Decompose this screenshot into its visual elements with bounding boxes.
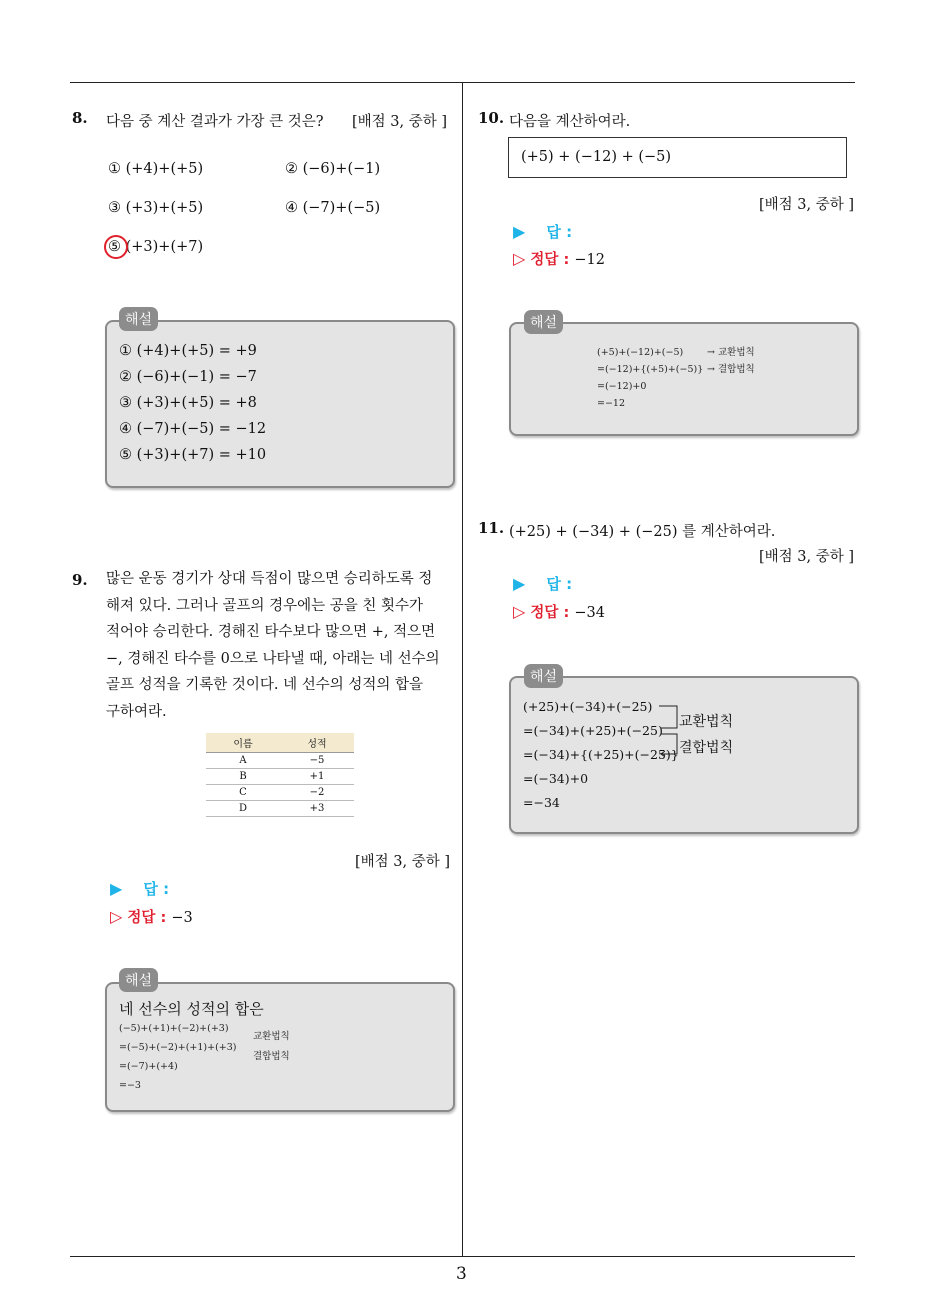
q8-solution-box: [105, 320, 455, 488]
q9-solution-line: =(−5)+(−2)+(+1)+(+3): [119, 1042, 237, 1053]
q10-solution-label: 해설: [524, 310, 563, 334]
q9-solution-line: =−3: [119, 1080, 141, 1091]
q11-correct-label: 정답 :: [530, 605, 570, 621]
golf-score-table: [206, 733, 354, 817]
q11-answer-row: [513, 573, 572, 594]
q11-solution-label: 해설: [524, 664, 563, 688]
table-header-score: 성적: [280, 733, 354, 753]
q10-question: 다음을 계산하여라.: [509, 114, 631, 130]
q10-answer-row: [513, 221, 572, 242]
play-arrow-icon: ▶: [513, 222, 526, 241]
table-cell: +1: [280, 769, 354, 785]
q9-question: [106, 566, 456, 725]
q10-expression: (+5) + (−12) + (−5): [521, 149, 672, 165]
q8-solution-line: ③ (+3)+(+5) = +8: [119, 395, 257, 411]
q10-correct-label: 정답 :: [530, 252, 570, 268]
q9-line: 많은 운동 경기가 상대 득점이 많으면 승리하도록 정: [106, 571, 433, 587]
q11-law-2: 결합법칙: [679, 740, 734, 756]
outline-arrow-icon: ▷: [513, 602, 526, 621]
q9-law-1: 교환법칙: [253, 1031, 290, 1042]
q9-line: −, 경해진 타수를 0으로 나타낼 때, 아래는 네 선수의: [106, 650, 440, 667]
table-row: [206, 801, 354, 817]
bottom-rule: [70, 1256, 855, 1257]
q9-solution-line: =(−7)+(+4): [119, 1061, 178, 1072]
q11-solution-line: (+25)+(−34)+(−25): [523, 699, 653, 714]
table-cell: C: [206, 785, 280, 801]
table-row: [206, 785, 354, 801]
q8-question: 다음 중 계산 결과가 가장 큰 것은?: [106, 114, 324, 130]
q11-question: (+25) + (−34) + (−25) 를 계산하여라.: [509, 524, 776, 540]
q8-solution-label: 해설: [119, 307, 158, 331]
q9-solution-label: 해설: [119, 968, 158, 992]
q10-solution-line: =(−12)+0: [597, 381, 647, 392]
q8-option-3[interactable]: ③ (+3)+(+5): [108, 200, 204, 216]
q8-solution-line: ① (+4)+(+5) = +9: [119, 343, 257, 359]
q9-solution-line: (−5)+(+1)+(−2)+(+3): [119, 1023, 229, 1034]
q11-solution-line: =(−34)+{(+25)+(−25)}: [523, 747, 679, 762]
q9-number: 9.: [72, 571, 88, 589]
q11-answer-label: 답 :: [546, 575, 573, 593]
q9-correct-row: [110, 906, 193, 927]
q11-correct-value: −34: [574, 605, 605, 621]
q8-solution-line: ④ (−7)+(−5) = −12: [119, 421, 267, 437]
q10-correct-value: −12: [574, 252, 605, 268]
q8-option-5[interactable]: ⑤ (+3)+(+7): [108, 239, 204, 255]
selected-answer-mark-icon: [104, 235, 128, 259]
q10-solution-line: =(−12)+{(+5)+(−5)}: [597, 364, 704, 375]
table-cell: +3: [280, 801, 354, 817]
column-divider: [462, 82, 463, 1257]
q11-solution-line: =(−34)+(+25)+(−25): [523, 723, 663, 738]
q9-solution-title: 네 선수의 성적의 합은: [119, 1000, 264, 1018]
outline-arrow-icon: ▷: [513, 249, 526, 268]
table-cell: −5: [280, 753, 354, 769]
q9-correct-value: −3: [171, 910, 193, 926]
q8-solution-line: ⑤ (+3)+(+7) = +10: [119, 447, 267, 463]
q11-score: [배점 3, 중하 ]: [759, 549, 855, 565]
q9-line: 적어야 승리한다. 경해진 타수보다 많으면 +, 적으면: [106, 624, 436, 640]
q8-option-4[interactable]: ④ (−7)+(−5): [285, 200, 381, 216]
q11-correct-row: [513, 601, 605, 622]
q10-score: [배점 3, 중하 ]: [759, 197, 855, 213]
q11-law-1: 교환법칙: [679, 714, 734, 730]
q10-expression-box: [508, 137, 847, 178]
q9-line: 골프 성적을 기록한 것이다. 네 선수의 성적의 합을: [106, 677, 424, 693]
q9-solution-box: [105, 982, 455, 1112]
q8-score: [배점 3, 중하 ]: [352, 114, 448, 130]
q11-solution-line: =−34: [523, 795, 560, 810]
q8-option-1[interactable]: ① (+4)+(+5): [108, 161, 204, 177]
table-cell: D: [206, 801, 280, 817]
play-arrow-icon: ▶: [110, 879, 123, 898]
q8-option-2[interactable]: ② (−6)+(−1): [285, 161, 381, 177]
q10-solution-line: =−12: [597, 398, 626, 409]
table-cell: A: [206, 753, 280, 769]
q10-correct-row: [513, 248, 605, 269]
q10-law-1: → 교환법칙: [707, 347, 755, 358]
q10-law-2: → 결합법칙: [707, 364, 755, 375]
q9-score: [배점 3, 중하 ]: [355, 854, 451, 870]
q10-number: 10.: [478, 109, 505, 127]
q8-solution-line: ② (−6)+(−1) = −7: [119, 369, 257, 385]
page-number: 3: [456, 1264, 467, 1284]
table-header-name: 이름: [206, 733, 280, 753]
outline-arrow-icon: ▷: [110, 907, 123, 926]
play-arrow-icon: ▶: [513, 574, 526, 593]
q9-answer-label: 답 :: [143, 880, 170, 898]
q10-answer-label: 답 :: [546, 223, 573, 241]
table-cell: −2: [280, 785, 354, 801]
q8-number: 8.: [72, 109, 88, 127]
q10-solution-box: [509, 322, 859, 436]
table-row: [206, 753, 354, 769]
table-header-row: [206, 733, 354, 753]
table-cell: B: [206, 769, 280, 785]
q11-solution-line: =(−34)+0: [523, 771, 589, 786]
q9-line: 해져 있다. 그러나 골프의 경우에는 공을 친 횟수가: [106, 597, 424, 614]
q11-solution-box: [509, 676, 859, 834]
q9-answer-row: [110, 878, 169, 899]
q11-number: 11.: [478, 519, 505, 537]
table-row: [206, 769, 354, 785]
q9-line: 구하여라.: [106, 703, 167, 720]
q9-correct-label: 정답 :: [127, 910, 167, 926]
q9-law-2: 결합법칙: [253, 1051, 290, 1062]
q10-solution-line: (+5)+(−12)+(−5): [597, 347, 684, 358]
